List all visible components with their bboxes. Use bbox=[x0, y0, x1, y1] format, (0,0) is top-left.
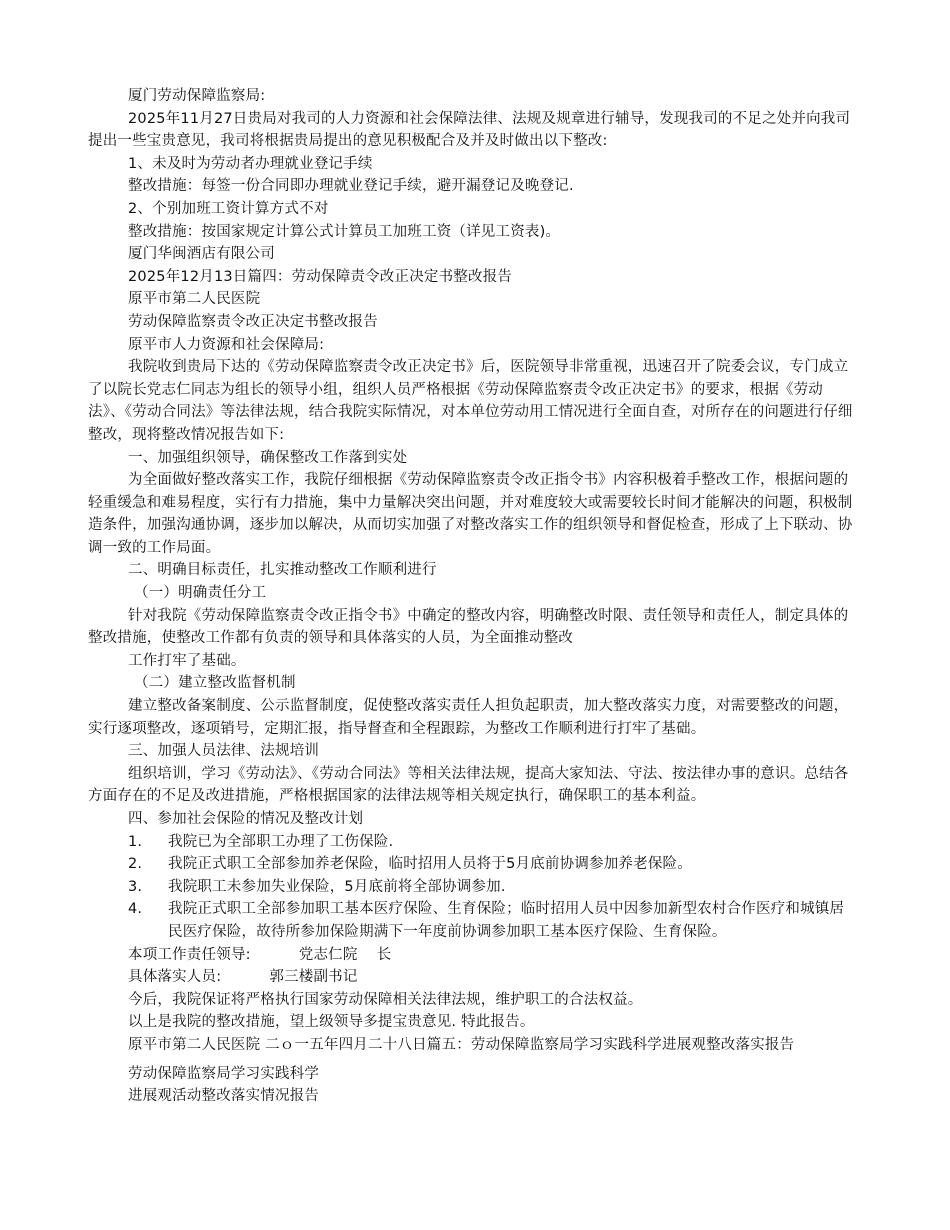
subsection-heading: （一）明确责任分工 bbox=[134, 585, 267, 602]
list-text: 我院已为全部职工办理了工伤保险. bbox=[168, 833, 394, 850]
section-heading: 四、参加社会保险的情况及整改计划 bbox=[128, 811, 364, 827]
list-number: 3. bbox=[128, 878, 143, 895]
document-body bbox=[88, 85, 858, 1108]
section-heading: 三、加强人员法律、法规培训 bbox=[128, 743, 320, 760]
list-text: 我院正式职工全部参加职工基本医疗保险、生育保险；临时招用人员中因参加新型农村合作医疗和城镇居民医疗保险，故待所参加保险期满下一年度前协调参加职工基本医疗保险、生育保险。 bbox=[168, 901, 845, 940]
hospital-name: 原平市第二人民医院 bbox=[128, 291, 261, 308]
paragraph: 针对我院《劳动保障监察责令改正指令书》中确定的整改内容，明确整改时限、责任领导和责任人，制定具体的整改措施，使整改工作都有负责的领导和具体落实的人员，为全面推动整改 bbox=[88, 607, 849, 647]
list-number: 4. bbox=[128, 901, 143, 918]
implementing-person: 具体落实人员: 郭三楼副书记 bbox=[128, 969, 358, 986]
paragraph: 整改措施：每签一份合同即办理就业登记手续，避开漏登记及晚登记. bbox=[128, 178, 574, 195]
list-text: 我院正式职工全部参加养老保险，临时招用人员将于5月底前协调参加养老保险。 bbox=[168, 856, 692, 873]
responsible-leader: 本项工作责任领导: 党志仁院 长 bbox=[128, 946, 392, 963]
addressee: 原平市人力资源和社会保障局: bbox=[128, 336, 325, 353]
report-title: 劳动保障监察责令改正决定书整改报告 bbox=[128, 313, 378, 330]
paragraph: 今后，我院保证将严格执行国家劳动保障相关法律法规，维护职工的合法权益。 bbox=[128, 991, 643, 1008]
list-item bbox=[88, 853, 858, 876]
paragraph: 我院收到贵局下达的《劳动保障监察责令改正决定书》后，医院领导非常重视，迅速召开了院委会议，专门成立了以院长党志仁同志为组长的领导小组，组织人员严格根据《劳动保障监察责令改正决定书》的要求，根据《劳动法》、《劳动合同法》等法律法规，结合我院实际情况，对本单位劳动用工情况进行全面自查，对所存在的问题进行仔细整改，现将整改情况报告如下: bbox=[88, 359, 853, 443]
paragraph: 组织培训，学习《劳动法》、《劳动合同法》等相关法律法规，提高大家知法、守法、按法律办事的意识。总结各方面存在的不足及改进措施，严格根据国家的法律法规等相关规定执行，确保职工的基本利益。 bbox=[88, 765, 849, 805]
list-item bbox=[88, 898, 858, 943]
paragraph: 以上是我院的整改措施，望上级领导多提宝贵意见. 特此报告。 bbox=[128, 1014, 535, 1031]
paragraph: 为全面做好整改落实工作，我院仔细根据《劳动保障监察责令改正指令书》内容积极着手整改工作，根据问题的轻重缓急和难易程度，实行有力措施，集中力量解决突出问题，并对难度较大或需要较长时间才能解决的问题，积极制造条件，加强沟通协调，逐步加以解决，从而切实加强了对整改落实工作的组织领导和督促检查，形成了上下联动、协调一致的工作局面。 bbox=[88, 472, 853, 556]
report-title: 劳动保障监察局学习实践科学 bbox=[128, 1065, 320, 1082]
addressee: 厦门劳动保障监察局: bbox=[128, 88, 266, 104]
company-signature: 厦门华闽酒店有限公司 bbox=[128, 246, 275, 263]
report-title: 进展观活动整改落实情况报告 bbox=[128, 1088, 320, 1105]
list-number: 1. bbox=[128, 833, 143, 850]
issue-heading: 2、个别加班工资计算方式不对 bbox=[128, 200, 329, 217]
section-heading: 二、明确目标责任，扎实推动整改工作顺利进行 bbox=[128, 562, 437, 579]
paragraph: 2025年11月27日贵局对我司的人力资源和社会保障法律、法规及规章进行辅导，发现我司的不足之处并向我司提出一些宝贵意见，我司将根据贵局提出的意见积极配合及并及时做出以下整改: bbox=[88, 110, 851, 150]
paragraph: 工作打牢了基础。 bbox=[128, 652, 246, 669]
list-number: 2. bbox=[128, 856, 143, 873]
paragraph: 建立整改备案制度、公示监督制度，促使整改落实责任人担负起职责，加大整改落实力度，对需要整改的问题，实行逐项整改，逐项销号，定期汇报，指导督查和全程跟踪，为整改工作顺利进行打牢了基础。 bbox=[88, 698, 849, 737]
list-text: 我院职工未参加失业保险，5月底前将全部协调参加. bbox=[168, 878, 506, 895]
issue-heading: 1、未及时为劳动者办理就业登记手续 bbox=[128, 155, 373, 172]
subsection-heading: （二）建立整改监督机制 bbox=[134, 675, 296, 692]
list-item bbox=[88, 876, 858, 899]
list-item bbox=[88, 831, 858, 854]
paragraph: 整改措施：按国家规定计算公式计算员工加班工资（详见工资表)。 bbox=[128, 223, 561, 240]
date-and-section-title: 2025年12月13日篇四：劳动保障责令改正决定书整改报告 bbox=[128, 268, 513, 285]
signature-and-next-title: 原平市第二人民医院 二ｏ一五年四月二十八日篇五：劳动保障监察局学习实践科学进展观整改落实报告 bbox=[128, 1036, 795, 1053]
section-heading: 一、加强组织领导，确保整改工作落到实处 bbox=[128, 449, 408, 466]
